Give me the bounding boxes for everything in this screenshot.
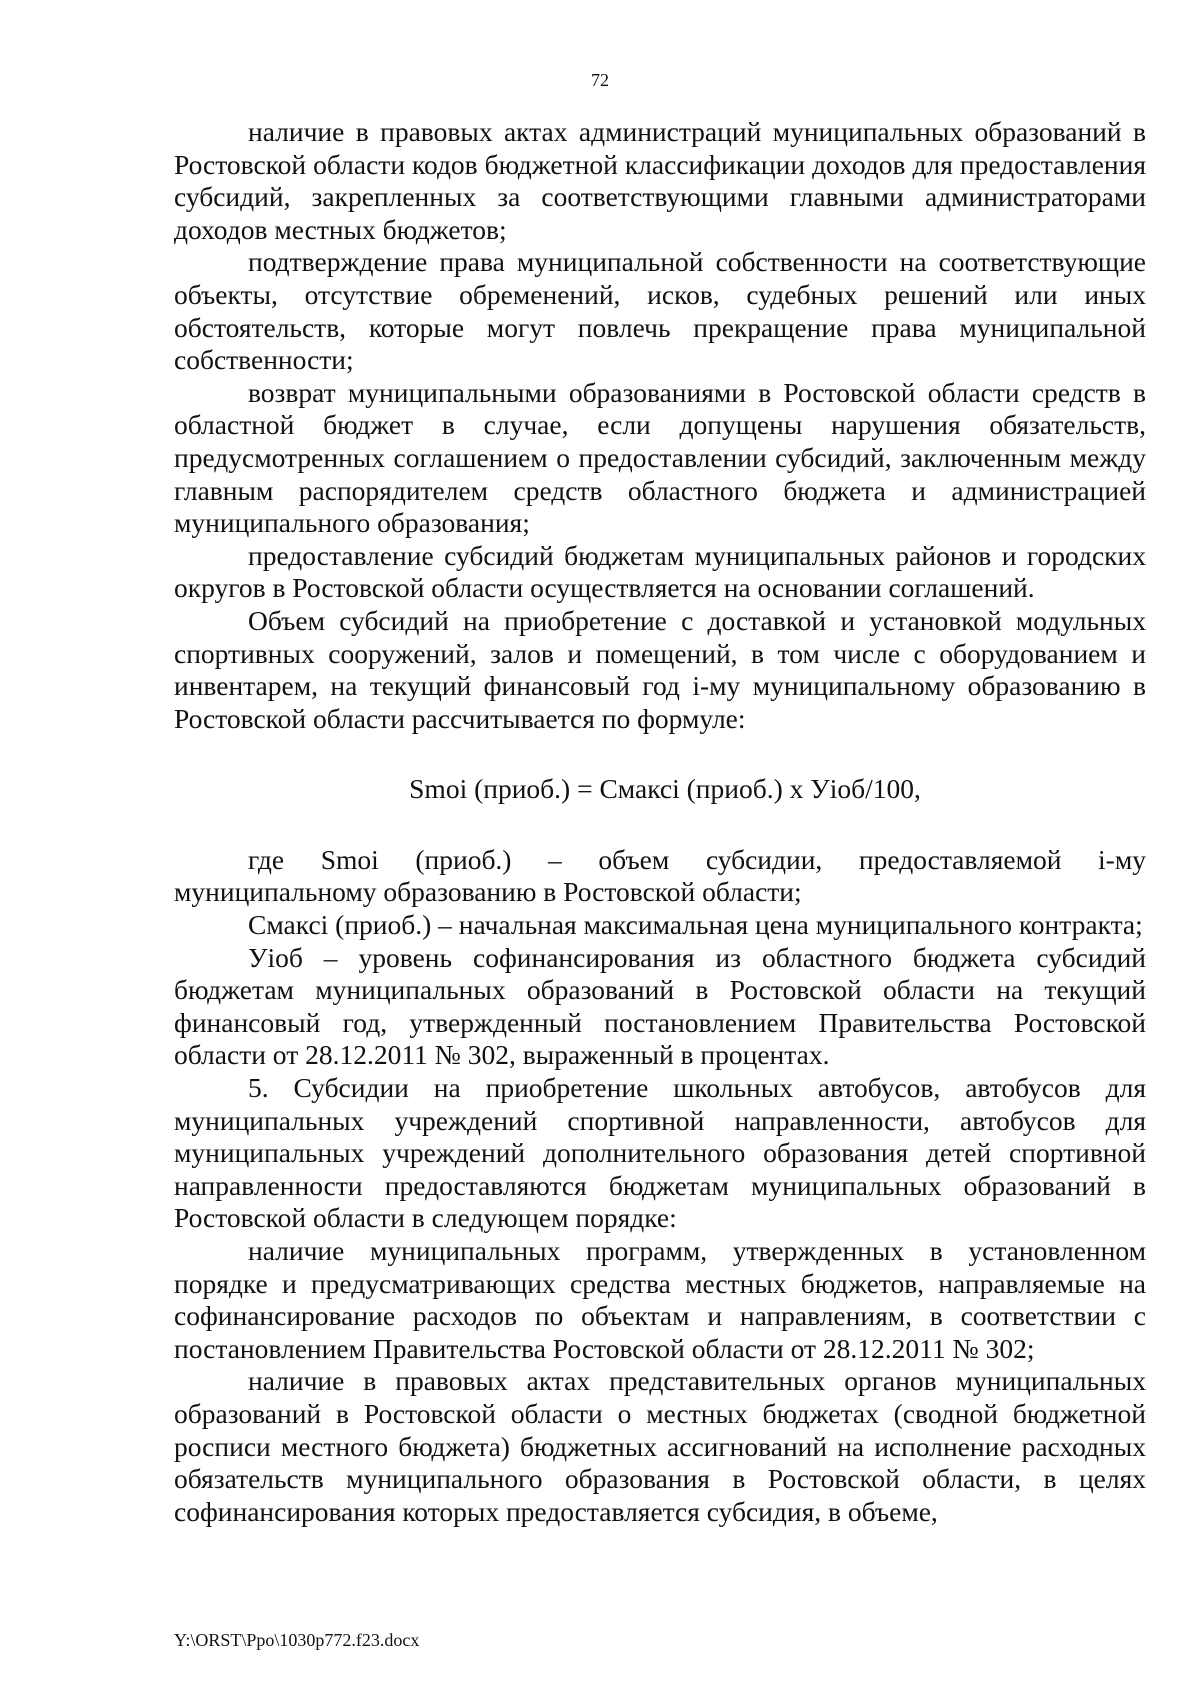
document-body: [174, 116, 1146, 1528]
paragraph-agreements: предоставление субсидий бюджетам муниципальных районов и городских округов в Ростовской области осуществляется на основании соглашений.: [174, 539, 1146, 604]
footer-file-path: Y:\ORST\Ppo\1030p772.f23.docx: [174, 1630, 420, 1650]
paragraph-section-5: 5. Субсидии на приобретение школьных автобусов, автобусов для муниципальных учреждений спортивной направленности, автобусов для муниципальных учреждений дополнительного образования детей спортивной направленности предоставляются бюджетам муниципальных образований в Ростовской области в следующем порядке:: [174, 1072, 1146, 1234]
paragraph-formula-smax: Смаксi (приоб.) – начальная максимальная цена муниципального контракта;: [248, 909, 1143, 941]
page-number: 72: [591, 70, 609, 90]
paragraph-property-rights: подтверждение права муниципальной собственности на соответствующие объекты, отсутствие обременений, исков, судебных решений или иных обстоятельств, которые могут повлечь прекращение права муниципальной собственности;: [174, 246, 1146, 376]
paragraph-formula-uiob: Уiоб – уровень софинансирования из областного бюджета субсидий бюджетам муниципальных образований в Ростовской области на текущий финансовый год, утвержденный постановлением Правительства Ростовской области от 28.12.2011 № 302, выраженный в процентах.: [174, 941, 1146, 1071]
paragraph-legal-acts: наличие в правовых актах представительных органов муниципальных образований в Ростовской области о местных бюджетах (сводной бюджетной росписи местного бюджета) бюджетных ассигнований на исполнение расходных обязательств муниципального образования в Ростовской области, в целях софинансирования которых предоставляется субсидия, в объеме,: [174, 1365, 1146, 1527]
paragraph-funds-return: возврат муниципальными образованиями в Ростовской области средств в областной бюджет в случае, если допущены нарушения обязательств, предусмотренных соглашением о предоставлении субсидий, заключенным между главным распорядителем средств областного бюджета и администрацией муниципального образования;: [174, 376, 1146, 539]
formula: Smoi (приоб.) = Смаксi (приоб.) х Уiоб/100,: [409, 773, 921, 805]
paragraph-formula-smoi: где Smoi (приоб.) – объем субсидии, предоставляемой i-му муниципальному образованию в Ростовской области;: [174, 843, 1146, 908]
paragraph-codes-classification: наличие в правовых актах администраций муниципальных образований в Ростовской области кодов бюджетной классификации доходов для предоставления субсидий, закрепленных за соответствующими главными администраторами доходов местных бюджетов;: [174, 116, 1146, 245]
paragraph-subsidy-volume: Объем субсидий на приобретение с доставкой и установкой модульных спортивных сооружений, залов и помещений, в том числе с оборудованием и инвентарем, на текущий финансовый год i-му муниципальному образованию в Ростовской области рассчитывается по формуле:: [174, 604, 1146, 734]
paragraph-municipal-programs: наличие муниципальных программ, утвержденных в установленном порядке и предусматривающих средства местных бюджетов, направляемые на софинансирование расходов по объектам и направлениям, в соответствии с постановлением Правительства Ростовской области от 28.12.2011 № 302;: [174, 1235, 1146, 1364]
